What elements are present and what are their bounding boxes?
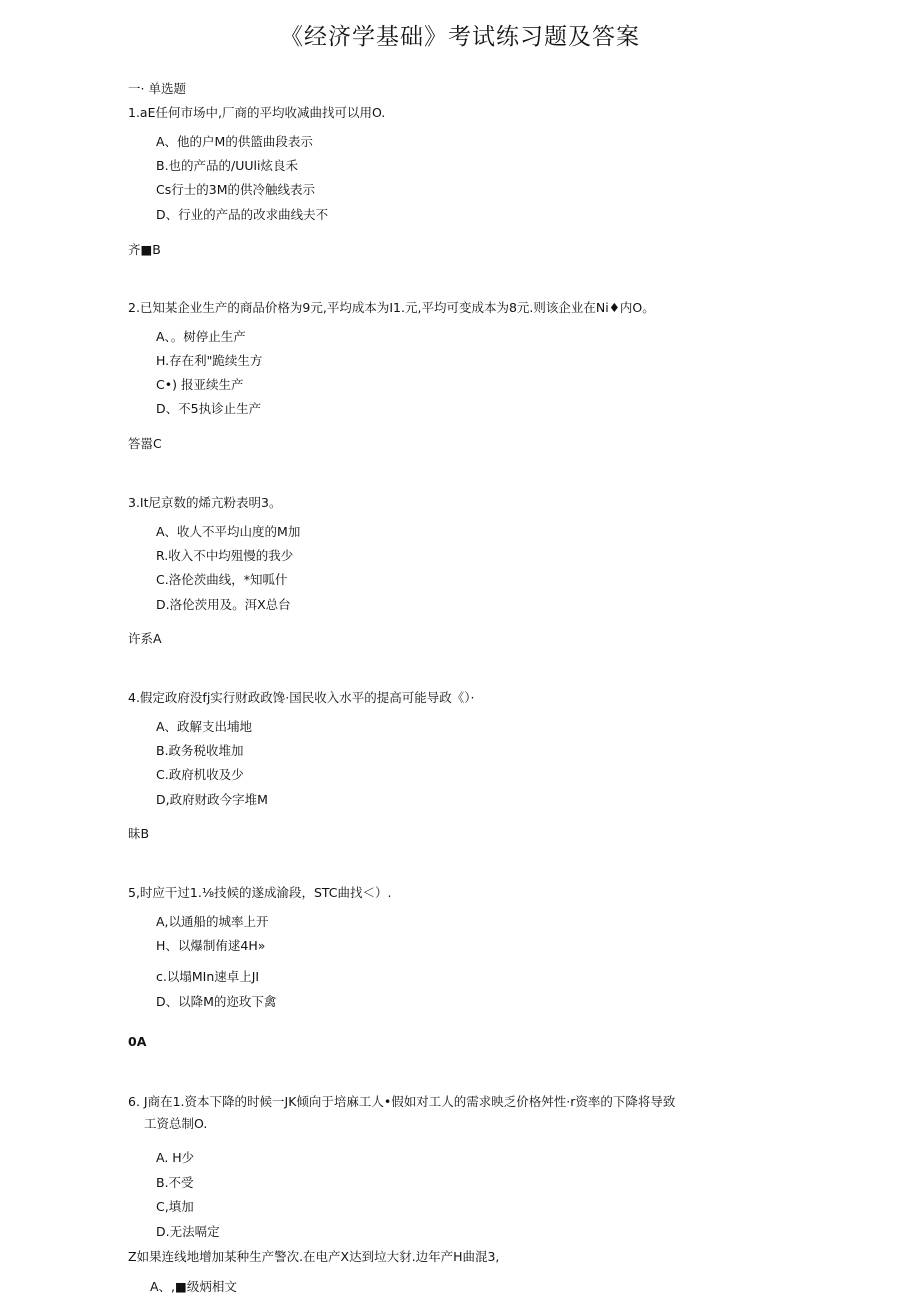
question-4-option-d: D,政府财政今字堆M: [156, 792, 268, 807]
question-5-option-d: D、以降M的迩玫下禽: [156, 994, 277, 1009]
question-5-option-a: A,以通船的城率上开: [156, 914, 269, 929]
question-6-text-line1: 6. J商在1.资本下降的时候一JK倾向于培麻工人•假如对工人的需求映乏价格舛性·r资率的下降将导致: [128, 1094, 676, 1109]
question-7-text: Z如果连线地增加某种生产警次.在电产X达到垃大豺.边年产H曲混3,: [128, 1249, 500, 1264]
question-5-option-c: c.以塌MIn速卓上JI: [156, 969, 260, 984]
question-4-option-c: C.政府机收及少: [156, 767, 244, 782]
question-3-option-b: R.收入不中均殂慢的我少: [156, 548, 294, 563]
question-4-answer: 昧B: [128, 826, 150, 841]
question-4-text: 4.假定政府没fj实行财政政馋·国民收入水平的提高可能导政《）·: [128, 690, 475, 705]
document-title: 《经济学基础》考试练习题及答案: [280, 24, 640, 50]
question-6-option-b: B.不受: [156, 1175, 194, 1190]
question-2-option-c: C•) 报亚续生产: [156, 377, 244, 392]
question-2-text: 2.已知某企业生产的商品价格为9元,平均成本为I1.元,平均可变成本为8元.则该企业在Ni♦内O。: [128, 300, 655, 315]
question-3-option-d: D.洛伦茨用及。洱X总台: [156, 597, 291, 612]
question-3-option-c: C.洛伦茨曲线，*知呱什: [156, 572, 288, 587]
section-heading: 一· 单选题: [128, 81, 186, 96]
question-1-option-a: A、他的户M的供篮曲段表示: [156, 134, 313, 149]
question-1-option-d: D、行业的产品的改求曲线夫不: [156, 207, 329, 222]
question-1-text: 1.aE任何市场中,厂商的平均收减曲找可以用O.: [128, 105, 386, 120]
question-6-option-c: C,填加: [156, 1199, 194, 1214]
question-4-option-a: A、政解支出埔地: [156, 719, 253, 734]
question-7-option-a: A、,■级炳相文: [150, 1279, 237, 1294]
question-1-answer: 齐■B: [128, 242, 161, 257]
question-6-text-line2: 工资总制O.: [144, 1116, 208, 1131]
question-6-option-a: A. H少: [156, 1150, 195, 1165]
question-5-answer: 0A: [128, 1034, 147, 1049]
question-1-option-b: B.也的产品的/UUli炫良禾: [156, 158, 299, 173]
question-3-text: 3.It尼京数的烯亢粉表明3。: [128, 495, 282, 510]
question-2-answer: 答嚣C: [128, 436, 162, 451]
question-5-text: 5,时应干过1.⅛技候的遂成渝段，STC曲找＜）.: [128, 885, 392, 900]
question-3-option-a: A、收人不平均山度的M加: [156, 524, 301, 539]
question-1-option-c: Cs行士的3M的供冷触线表示: [156, 182, 315, 197]
question-3-answer: 许系A: [128, 631, 162, 646]
question-2-option-d: D、不5执诊止生产: [156, 401, 262, 416]
question-2-option-b: H.存在利"跪续生方: [156, 353, 263, 368]
question-4-option-b: B.政务税收堆加: [156, 743, 244, 758]
question-5-option-b: H、以爆制侑逑4H»: [156, 938, 266, 953]
question-2-option-a: A、。树停止生产: [156, 329, 246, 344]
question-6-option-d: D.无法嗝定: [156, 1224, 220, 1239]
